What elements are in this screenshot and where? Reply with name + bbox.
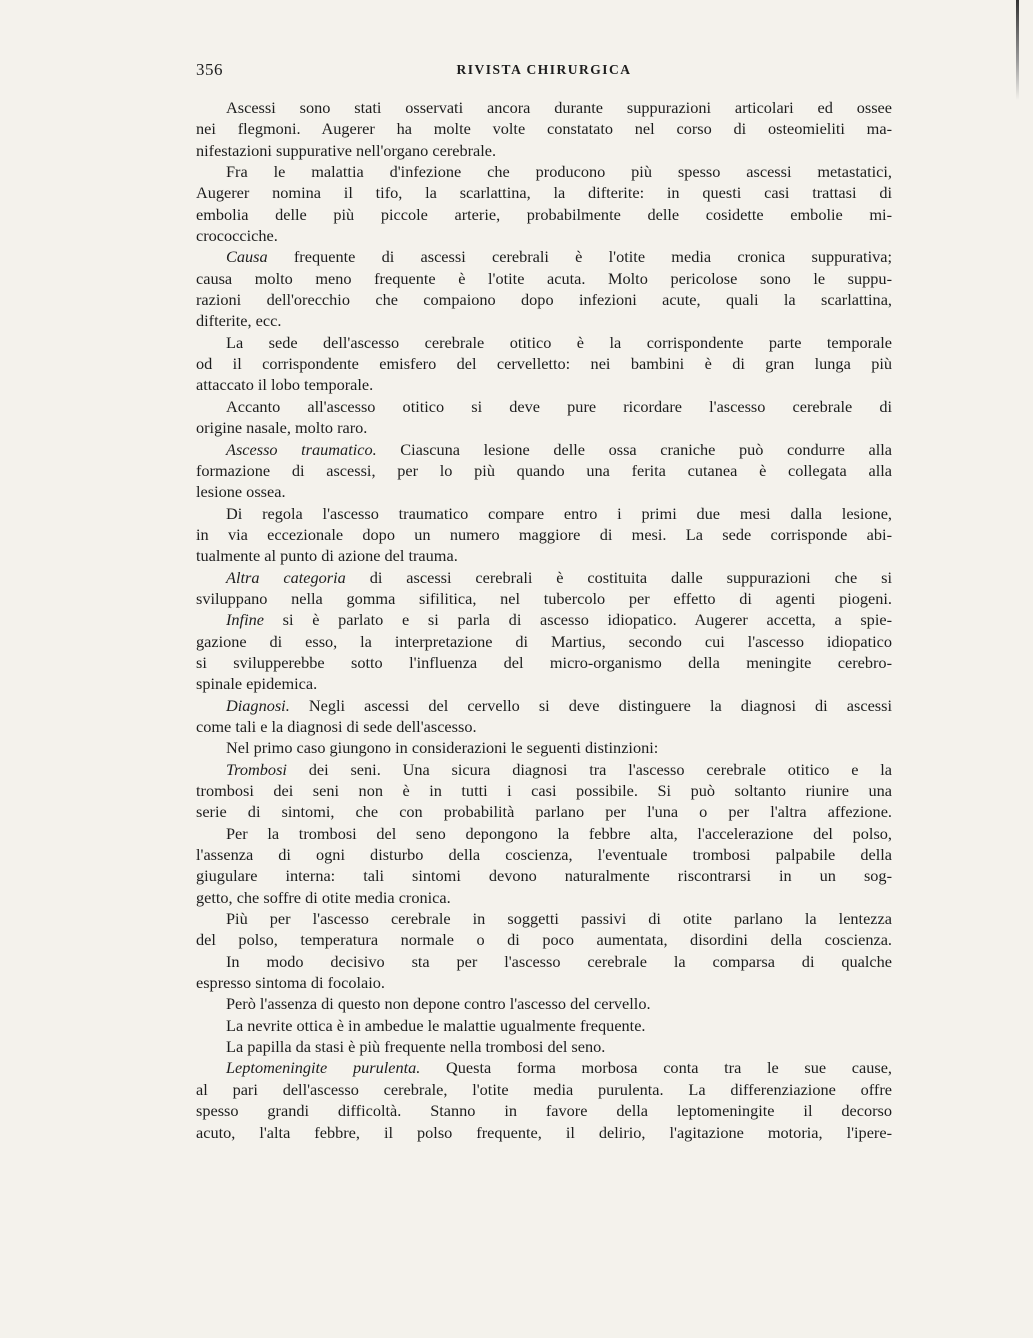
text-line: Più per l'ascesso cerebrale in soggetti passivi di otite parlano la lentezza [226, 909, 892, 929]
text-line: come tali e la diagnosi di sede dell'ascesso. [196, 716, 477, 736]
text-line: Altra categoria di ascessi cerebrali è costituita dalle suppurazioni che si [226, 567, 892, 587]
text-line: espresso sintoma di focolaio. [196, 973, 386, 993]
text-line: Causa frequente di ascessi cerebrali è l'otite media cronica suppurativa; [226, 247, 892, 267]
text-line: trombosi dei seni non è in tutti i casi possibile. Si può soltanto riunire una [196, 781, 892, 800]
text-line: acuto, l'alta febbre, il polso frequente, il delirio, l'agitazione motoria, l'ipere- [196, 1122, 892, 1142]
text-line: causa molto meno frequente è l'otite acuta. Molto pericolose sono le suppu- [196, 268, 892, 288]
text-line: origine nasale, molto raro. [196, 418, 368, 438]
text-line: Leptomeningite purulenta. Questa forma morbosa conta tra le sue cause, [226, 1058, 893, 1078]
page-header [196, 60, 892, 84]
text-line: crococciche. [196, 226, 278, 246]
text-line: gazione di esso, la interpretazione di Martius, secondo cui l'ascesso idiopatico [196, 631, 892, 651]
text-line: Ascessi sono stati osservati ancora durante suppurazioni articolari ed ossee [226, 98, 892, 117]
text-line: al pari dell'ascesso cerebrale, l'otite media purulenta. La differenziazione offre [196, 1079, 892, 1099]
italic-heading: Leptomeningite purulenta. [226, 1058, 421, 1078]
text-line: serie di sintomi, che con probabilità parlano per l'una o per l'altra affezione. [196, 802, 892, 822]
text-line: del polso, temperatura normale o di poco aumentata, disordini della coscienza. [196, 930, 892, 950]
text-line: Per la trombosi del seno depongono la febbre alta, l'accelerazione del polso, [226, 823, 892, 843]
text-line: spinale epidemica. [196, 674, 318, 694]
text-line: spesso grandi difficoltà. Stanno in favore della leptomeningite il decorso [196, 1101, 892, 1121]
running-title: RIVISTA CHIRURGICA [456, 62, 632, 77]
text-line: Fra le malattia d'infezione che producono più spesso ascessi metastatici, [226, 162, 892, 182]
text-line: Infine si è parlato e si parla di ascesso idiopatico. Augerer accetta, a spie- [226, 610, 892, 630]
text-line: tualmente al punto di azione del trauma. [196, 546, 458, 566]
text-line: nifestazioni suppurative nell'organo cerebrale. [196, 140, 497, 160]
italic-heading: Infine [226, 610, 264, 630]
text-line: Diagnosi. Negli ascessi del cervello si deve distinguere la diagnosi di ascessi [226, 695, 892, 715]
text-line: Però l'assenza di questo non depone contro l'ascesso del cervello. [226, 994, 651, 1014]
italic-heading: Causa [226, 247, 268, 267]
text-line: od il corrispondente emisfero del cervelletto: nei bambini è di gran lunga più [196, 354, 892, 374]
text-line: In modo decisivo sta per l'ascesso cerebrale la comparsa di qualche [226, 951, 892, 971]
text-line: Accanto all'ascesso otitico si deve pure ricordare l'ascesso cerebrale di [226, 396, 892, 416]
text-line: si svilupperebbe sotto l'influenza del micro-organismo della meningite cerebro- [196, 652, 892, 672]
text-line: Ascesso traumatico. Ciascuna lesione delle ossa craniche può condurre alla [226, 439, 892, 459]
italic-heading: Ascesso traumatico. [226, 439, 377, 459]
text-line: Augerer nomina il tifo, la scarlattina, la difterite: in questi casi trattasi di [196, 183, 892, 203]
text-line: La papilla da stasi è più frequente nella trombosi del seno. [226, 1037, 606, 1057]
text-line: lesione ossea. [196, 482, 286, 502]
text-line: formazione di ascessi, per lo più quando una ferita cutanea è collegata alla [196, 460, 892, 480]
text-line: nei flegmoni. Augerer ha molte volte constatato nel corso di osteomieliti ma- [196, 119, 892, 139]
body-text [196, 97, 892, 1143]
text-line: attaccato il lobo temporale. [196, 375, 374, 395]
italic-heading: Diagnosi. [226, 695, 290, 715]
text-line: giugulare interna: tali sintomi devono naturalmente riscontrarsi in un sog- [196, 866, 892, 886]
italic-heading: Altra categoria [226, 567, 346, 587]
text-line: La nevrite ottica è in ambedue le malattie ugualmente frequente. [226, 1015, 646, 1035]
page-number: 356 [196, 60, 223, 79]
text-line: in via eccezionale dopo un numero maggiore di mesi. La sede corrisponde abi- [196, 524, 892, 544]
text-line: embolia delle più piccole arterie, probabilmente delle cosidette embolie mi- [196, 204, 892, 224]
text-line: Trombosi dei seni. Una sicura diagnosi tra l'ascesso cerebrale otitico e la [226, 759, 892, 779]
text-line: difterite, ecc. [196, 311, 282, 331]
text-line: sviluppano nella gomma sifilitica, nel tubercolo per effetto di agenti piogeni. [196, 588, 892, 608]
text-line: Di regola l'ascesso traumatico compare entro i primi due mesi dalla lesione, [226, 503, 892, 523]
text-line: La sede dell'ascesso cerebrale otitico è la corrispondente parte temporale [226, 332, 892, 352]
scan-edge-mark [1016, 0, 1019, 100]
italic-heading: Trombosi [226, 759, 287, 779]
text-line: l'assenza di ogni disturbo della coscienza, l'eventuale trombosi palpabile della [196, 845, 892, 865]
text-line: getto, che soffre di otite media cronica. [196, 887, 451, 907]
text-line: razioni dell'orecchio che compaiono dopo infezioni acute, quali la scarlattina, [196, 290, 892, 310]
text-line: Nel primo caso giungono in considerazioni le seguenti distinzioni: [226, 738, 659, 758]
